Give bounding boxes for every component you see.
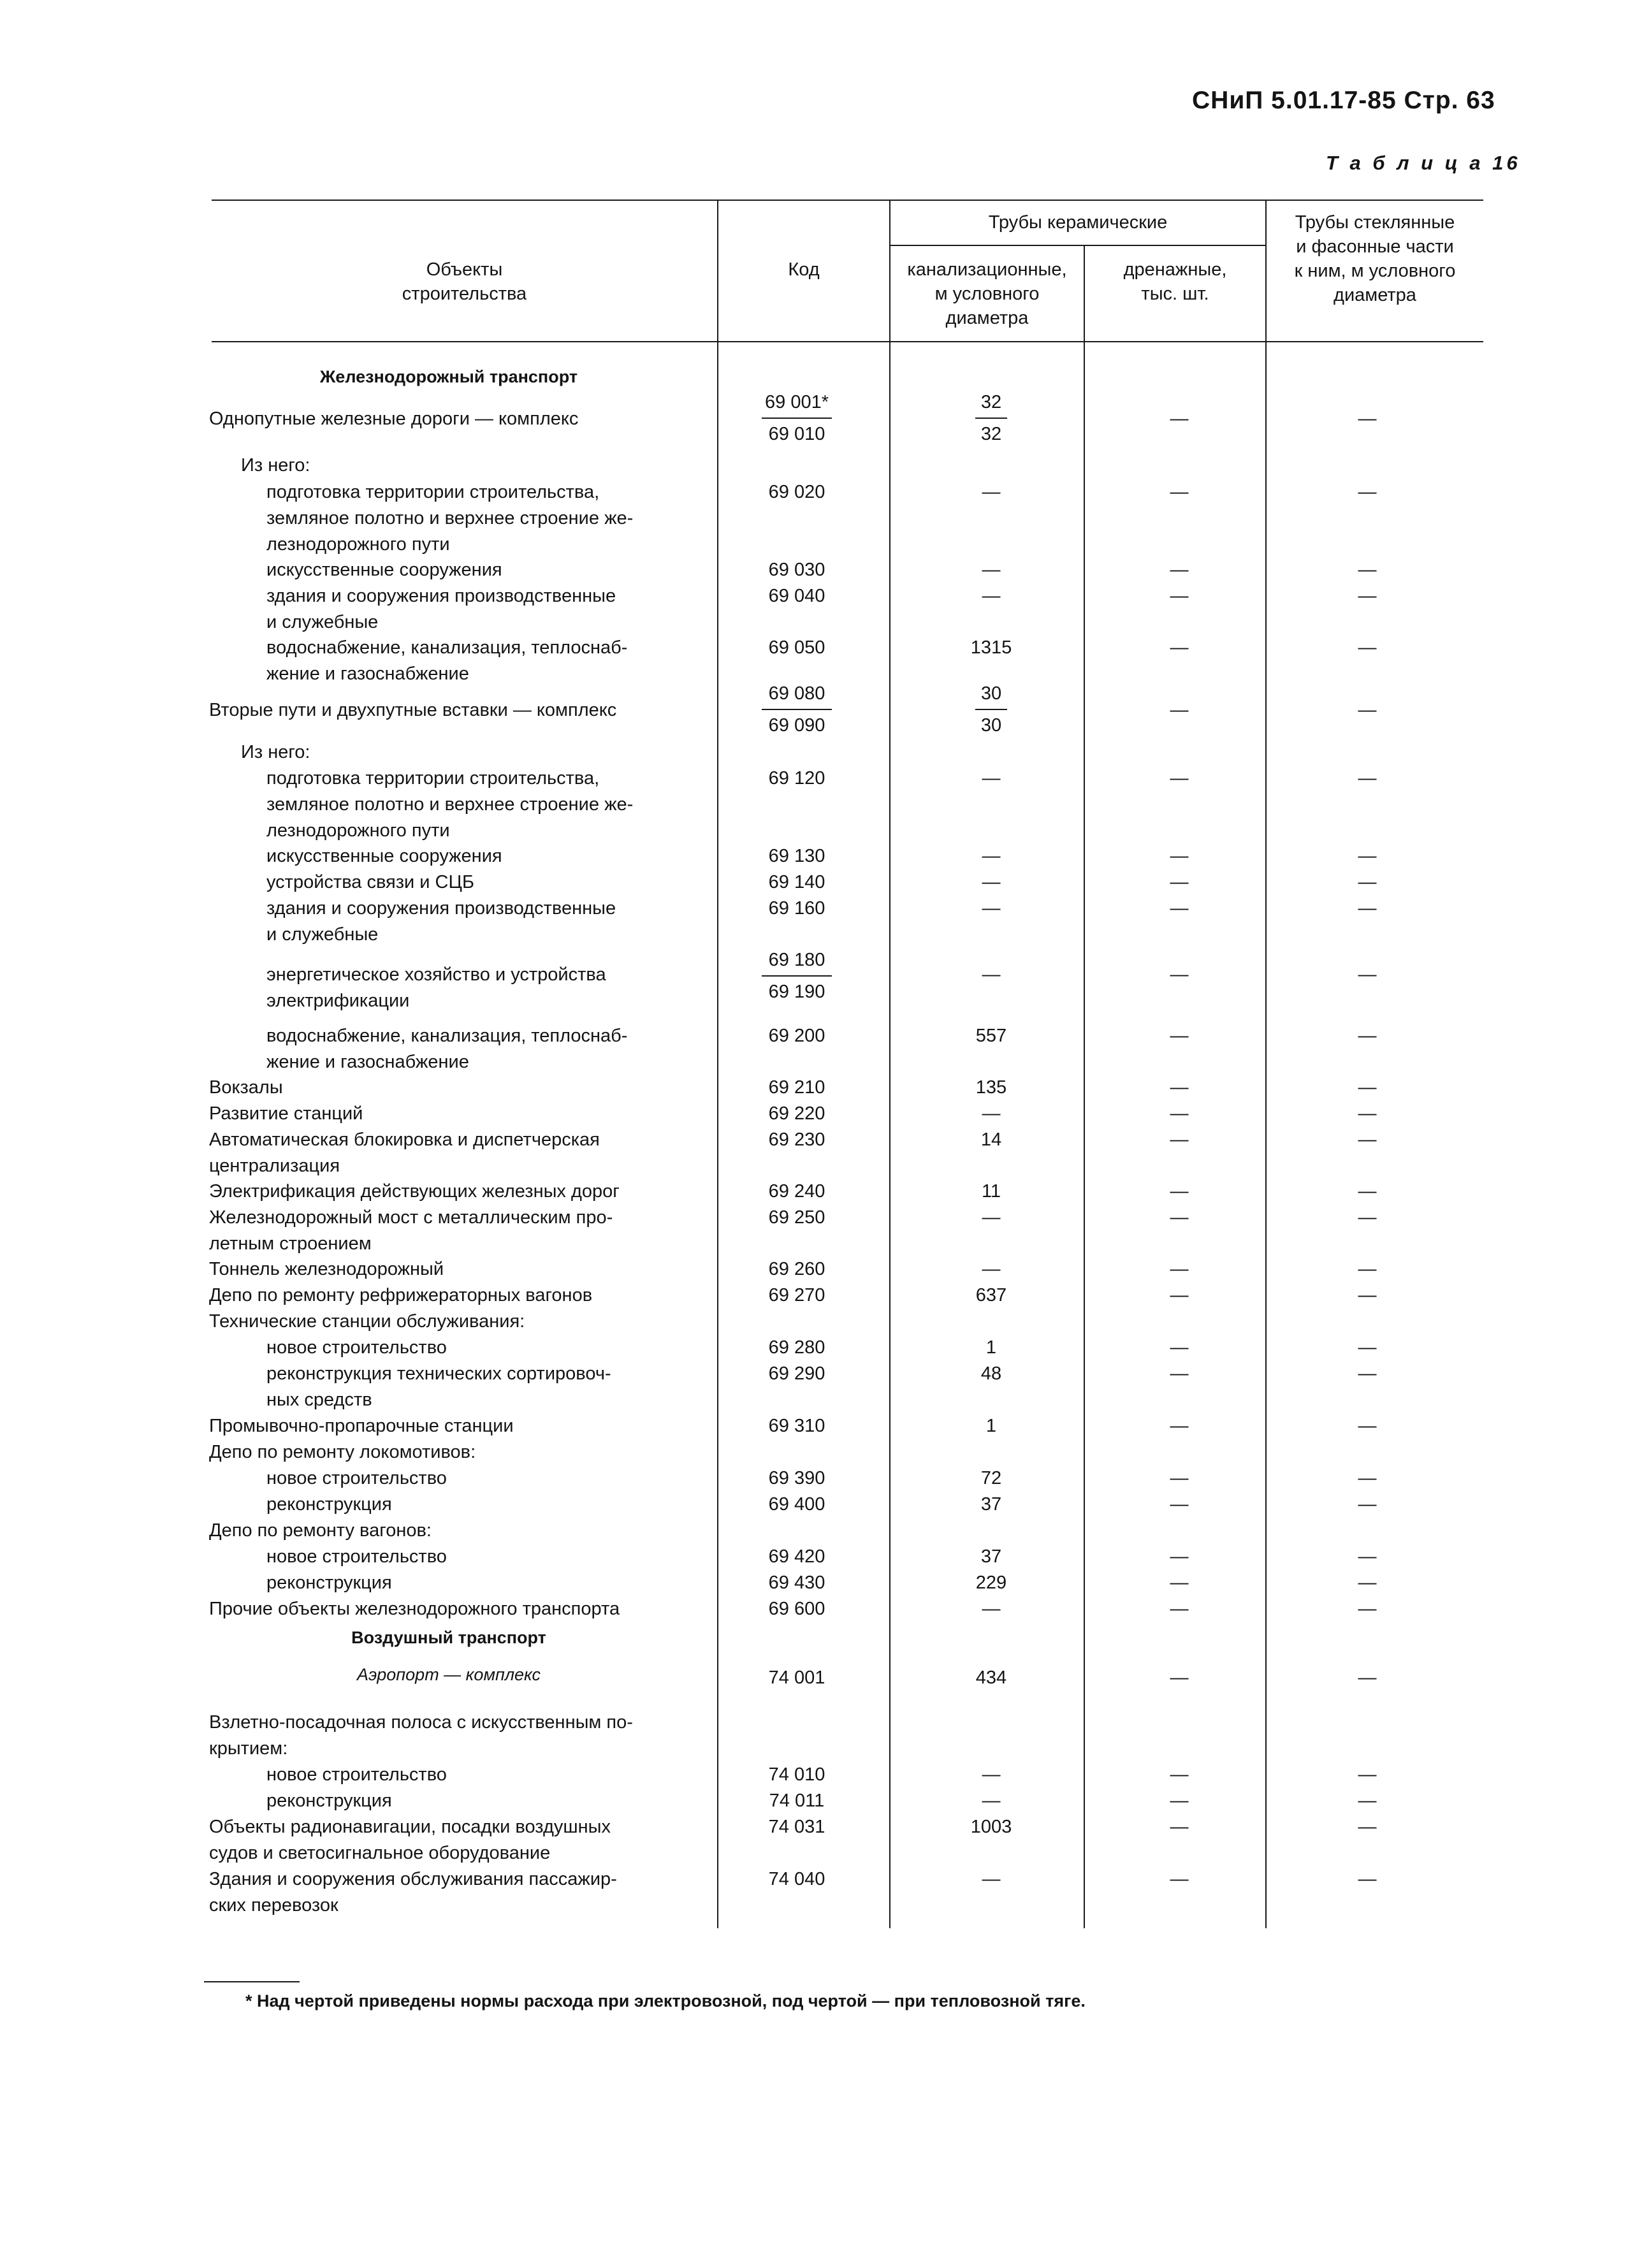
row-c3: — bbox=[1358, 586, 1377, 606]
table-top-rule bbox=[212, 200, 1483, 201]
row-object: Взлетно-посадочная полоса с искусственным по- крытием: bbox=[209, 1712, 633, 1759]
row-c3: — bbox=[1358, 1337, 1377, 1358]
row-object: Автоматическая блокировка и диспетчерская централизация bbox=[209, 1130, 600, 1176]
header-code: Код bbox=[788, 259, 820, 280]
row-c3: — bbox=[1358, 1130, 1377, 1150]
row-c3: — bbox=[1358, 560, 1377, 580]
row-c2: — bbox=[1170, 1285, 1189, 1305]
row-object: Железнодорожный мост с металлическим про- летным строением bbox=[209, 1207, 613, 1254]
section-air: Воздушный транспорт bbox=[351, 1628, 546, 1647]
row-object: подготовка территории строительства, земляное полотно и верхнее строение же- лезнодорожного пути bbox=[266, 482, 634, 555]
row-c2: — bbox=[1170, 560, 1189, 580]
header-objects: Объекты строительства bbox=[402, 259, 527, 304]
row-c3: — bbox=[1358, 1103, 1377, 1124]
page-header: СНиП 5.01.17-85 Стр. 63 bbox=[1192, 87, 1495, 114]
row-c1: 434 bbox=[975, 1668, 1007, 1688]
row-code: 69 140 bbox=[768, 872, 825, 892]
ceramic-group-rule bbox=[889, 245, 1265, 246]
row-c3: — bbox=[1358, 1668, 1377, 1688]
row-c2: — bbox=[1170, 1599, 1189, 1619]
row-code: 69 240 bbox=[768, 1181, 825, 1202]
row-code-fraction: 69 001* 69 010 bbox=[733, 389, 861, 447]
row-c2: — bbox=[1170, 1259, 1189, 1279]
row-c3: — bbox=[1358, 700, 1377, 720]
row-c3: — bbox=[1358, 1764, 1377, 1785]
row-code: 74 011 bbox=[769, 1791, 825, 1811]
row-c1: 1315 bbox=[970, 637, 1012, 658]
row-c3: — bbox=[1358, 1468, 1377, 1488]
row-c1-fraction: 30 30 bbox=[899, 681, 1084, 738]
row-c1: 1 bbox=[985, 1416, 997, 1436]
row-c3: — bbox=[1358, 1285, 1377, 1305]
row-c2: — bbox=[1170, 1817, 1189, 1837]
row-c2: — bbox=[1170, 1026, 1189, 1046]
row-code: 69 040 bbox=[768, 586, 825, 606]
row-object: реконструкция технических сортировоч- ных средств bbox=[266, 1363, 611, 1410]
row-c2: — bbox=[1170, 700, 1189, 720]
row-object: энергетическое хозяйство и устройства электрификации bbox=[266, 964, 606, 1011]
row-c2: — bbox=[1170, 1468, 1189, 1488]
header-ceramic-sewer: канализационные, м условного диаметра bbox=[907, 259, 1067, 328]
row-code: 69 230 bbox=[768, 1130, 825, 1150]
row-code: 69 400 bbox=[768, 1494, 825, 1515]
row-c2: — bbox=[1170, 409, 1189, 429]
row-c1: 557 bbox=[975, 1026, 1007, 1046]
row-code: 74 031 bbox=[768, 1817, 825, 1837]
row-c3: — bbox=[1358, 1026, 1377, 1046]
row-c2: — bbox=[1170, 1791, 1189, 1811]
row-code: 69 290 bbox=[768, 1363, 825, 1384]
row-object: здания и сооружения производственные и служебные bbox=[266, 586, 616, 632]
column-divider-ceramic-sewer bbox=[889, 200, 890, 1928]
row-c1: — bbox=[982, 846, 1001, 866]
row-c2: — bbox=[1170, 1494, 1189, 1515]
row-c1: — bbox=[982, 1103, 1001, 1124]
header-ceramic-drain: дренажные, тыс. шт. bbox=[1123, 259, 1227, 304]
row-code: 69 220 bbox=[768, 1103, 825, 1124]
row-c1: — bbox=[982, 482, 1001, 502]
row-code: 69 200 bbox=[768, 1026, 825, 1046]
row-c2: — bbox=[1170, 768, 1189, 789]
row-code: 69 420 bbox=[768, 1546, 825, 1567]
row-c2: — bbox=[1170, 1869, 1189, 1889]
row-object: Технические станции обслуживания: bbox=[209, 1311, 525, 1332]
row-c1: — bbox=[982, 768, 1001, 789]
footnote-rule bbox=[204, 1981, 300, 1982]
row-c2: — bbox=[1170, 1668, 1189, 1688]
row-c3: — bbox=[1358, 898, 1377, 919]
row-c3: — bbox=[1358, 482, 1377, 502]
row-c2: — bbox=[1170, 1130, 1189, 1150]
row-c3: — bbox=[1358, 1546, 1377, 1567]
row-c2: — bbox=[1170, 1573, 1189, 1593]
header-ceramic-group: Трубы керамические bbox=[988, 212, 1168, 233]
row-c3: — bbox=[1358, 1259, 1377, 1279]
row-c3: — bbox=[1358, 637, 1377, 658]
row-c2: — bbox=[1170, 872, 1189, 892]
row-c3: — bbox=[1358, 1077, 1377, 1098]
row-object: Электрификация действующих железных дорог bbox=[209, 1181, 620, 1202]
row-c3: — bbox=[1358, 1817, 1377, 1837]
row-c1: 637 bbox=[975, 1285, 1007, 1305]
row-c1: 37 bbox=[980, 1494, 1002, 1515]
row-object: Депо по ремонту рефрижераторных вагонов bbox=[209, 1285, 593, 1305]
row-c2: — bbox=[1170, 586, 1189, 606]
row-code: 69 310 bbox=[768, 1416, 825, 1436]
section-rail: Железнодорожный транспорт bbox=[319, 367, 578, 386]
row-object: Депо по ремонту вагонов: bbox=[209, 1520, 432, 1541]
row-c1: — bbox=[982, 560, 1001, 580]
row-object: искусственные сооружения bbox=[266, 560, 502, 580]
row-c1: 1003 bbox=[970, 1817, 1012, 1837]
row-c1-fraction: 32 32 bbox=[899, 389, 1084, 447]
row-c2: — bbox=[1170, 964, 1189, 985]
row-code: 69 600 bbox=[768, 1599, 825, 1619]
row-c2: — bbox=[1170, 637, 1189, 658]
row-c3: — bbox=[1358, 1494, 1377, 1515]
row-code: 69 120 bbox=[768, 768, 825, 789]
row-c3: — bbox=[1358, 1207, 1377, 1228]
row-c3: — bbox=[1358, 409, 1377, 429]
row-object: новое строительство bbox=[266, 1764, 447, 1785]
row-object: Однопутные железные дороги — комплекс bbox=[209, 409, 579, 429]
row-object: Вторые пути и двухпутные вставки — комплекс bbox=[209, 700, 617, 720]
row-object: реконструкция bbox=[266, 1573, 392, 1593]
row-object: подготовка территории строительства, земляное полотно и верхнее строение же- лезнодорожного пути bbox=[266, 768, 634, 841]
row-c1: — bbox=[982, 1791, 1001, 1811]
row-code: 69 130 bbox=[768, 846, 825, 866]
row-object: Прочие объекты железнодорожного транспорта bbox=[209, 1599, 620, 1619]
row-c2: — bbox=[1170, 1764, 1189, 1785]
row-c2: — bbox=[1170, 1181, 1189, 1202]
row-c2: — bbox=[1170, 898, 1189, 919]
column-divider-code bbox=[717, 200, 718, 1928]
row-code: 74 001 bbox=[768, 1668, 825, 1688]
row-c3: — bbox=[1358, 1363, 1377, 1384]
row-object: Развитие станций bbox=[209, 1103, 363, 1124]
row-c2: — bbox=[1170, 1337, 1189, 1358]
row-code: 69 250 bbox=[768, 1207, 825, 1228]
row-c1: 14 bbox=[980, 1130, 1002, 1150]
row-c2: — bbox=[1170, 482, 1189, 502]
row-code: 69 160 bbox=[768, 898, 825, 919]
row-c3: — bbox=[1358, 1599, 1377, 1619]
row-c2: — bbox=[1170, 1363, 1189, 1384]
row-c1: — bbox=[982, 872, 1001, 892]
row-c2: — bbox=[1170, 1077, 1189, 1098]
row-c2: — bbox=[1170, 1103, 1189, 1124]
row-c1: 1 bbox=[985, 1337, 997, 1358]
footnote: * Над чертой приведены нормы расхода при электровозной, под чертой — при тепловозной тяге. bbox=[245, 1991, 1086, 2010]
row-c3: — bbox=[1358, 1869, 1377, 1889]
header-glass: Трубы стеклянные и фасонные части к ним, м условного диаметра bbox=[1294, 212, 1456, 305]
row-c1: — bbox=[982, 1259, 1001, 1279]
row-c2: — bbox=[1170, 1416, 1189, 1436]
row-object: новое строительство bbox=[266, 1468, 447, 1488]
row-c3: — bbox=[1358, 846, 1377, 866]
row-c1: — bbox=[982, 1764, 1001, 1785]
row-object: Вокзалы bbox=[209, 1077, 283, 1098]
row-c3: — bbox=[1358, 768, 1377, 789]
row-c1: — bbox=[982, 586, 1001, 606]
row-code: 69 210 bbox=[768, 1077, 825, 1098]
row-code-fraction: 69 080 69 090 bbox=[733, 681, 861, 738]
row-code: 69 260 bbox=[768, 1259, 825, 1279]
row-c3: — bbox=[1358, 1181, 1377, 1202]
row-code: 69 390 bbox=[768, 1468, 825, 1488]
row-c1: — bbox=[982, 1869, 1001, 1889]
table-caption: Т а б л и ц а 16 bbox=[1326, 152, 1521, 174]
row-object: водоснабжение, канализация, теплоснаб- жение и газоснабжение bbox=[266, 637, 628, 684]
row-object: реконструкция bbox=[266, 1791, 392, 1811]
row-c1: — bbox=[982, 898, 1001, 919]
row-code-fraction: 69 180 69 190 bbox=[733, 947, 861, 1005]
row-code: 69 020 bbox=[768, 482, 825, 502]
row-object: водоснабжение, канализация, теплоснаб- жение и газоснабжение bbox=[266, 1026, 628, 1072]
row-code: 74 010 bbox=[768, 1764, 825, 1785]
row-c3: — bbox=[1358, 872, 1377, 892]
row-object: Депо по ремонту локомотивов: bbox=[209, 1442, 476, 1462]
row-c3: — bbox=[1358, 1416, 1377, 1436]
row-c1: 11 bbox=[981, 1181, 1001, 1202]
row-c1: 229 bbox=[975, 1573, 1007, 1593]
section-airport: Аэропорт — комплекс bbox=[356, 1665, 541, 1684]
row-code: 69 050 bbox=[768, 637, 825, 658]
column-divider-ceramic-drain bbox=[1084, 245, 1085, 1928]
row-c1: 48 bbox=[980, 1363, 1002, 1384]
row-c3: — bbox=[1358, 964, 1377, 985]
row-object: реконструкция bbox=[266, 1494, 392, 1515]
row-c2: — bbox=[1170, 846, 1189, 866]
row-object: Из него: bbox=[241, 742, 310, 762]
row-c1: — bbox=[982, 964, 1001, 985]
row-code: 69 430 bbox=[768, 1573, 825, 1593]
header-bottom-rule bbox=[212, 341, 1483, 342]
row-c3: — bbox=[1358, 1573, 1377, 1593]
row-code: 74 040 bbox=[768, 1869, 825, 1889]
row-c1: — bbox=[982, 1599, 1001, 1619]
row-c2: — bbox=[1170, 1546, 1189, 1567]
row-object: Промывочно-пропарочные станции bbox=[209, 1416, 514, 1436]
row-code: 69 280 bbox=[768, 1337, 825, 1358]
row-c2: — bbox=[1170, 1207, 1189, 1228]
column-divider-glass bbox=[1265, 200, 1267, 1928]
row-c1: 72 bbox=[980, 1468, 1002, 1488]
row-object: новое строительство bbox=[266, 1546, 447, 1567]
row-object: новое строительство bbox=[266, 1337, 447, 1358]
row-c1: 37 bbox=[980, 1546, 1002, 1567]
row-object: здания и сооружения производственные и служебные bbox=[266, 898, 616, 945]
row-c1: 135 bbox=[975, 1077, 1007, 1098]
row-object: Объекты радионавигации, посадки воздушных судов и светосигнальное оборудование bbox=[209, 1817, 611, 1863]
row-code: 69 030 bbox=[768, 560, 825, 580]
row-object: Из него: bbox=[241, 455, 310, 476]
row-object: Здания и сооружения обслуживания пассажир- ских перевозок bbox=[209, 1869, 617, 1915]
row-c3: — bbox=[1358, 1791, 1377, 1811]
row-code: 69 270 bbox=[768, 1285, 825, 1305]
row-object: искусственные сооружения bbox=[266, 846, 502, 866]
row-object: Тоннель железнодорожный bbox=[209, 1259, 444, 1279]
row-object: устройства связи и СЦБ bbox=[266, 872, 474, 892]
row-c1: — bbox=[982, 1207, 1001, 1228]
